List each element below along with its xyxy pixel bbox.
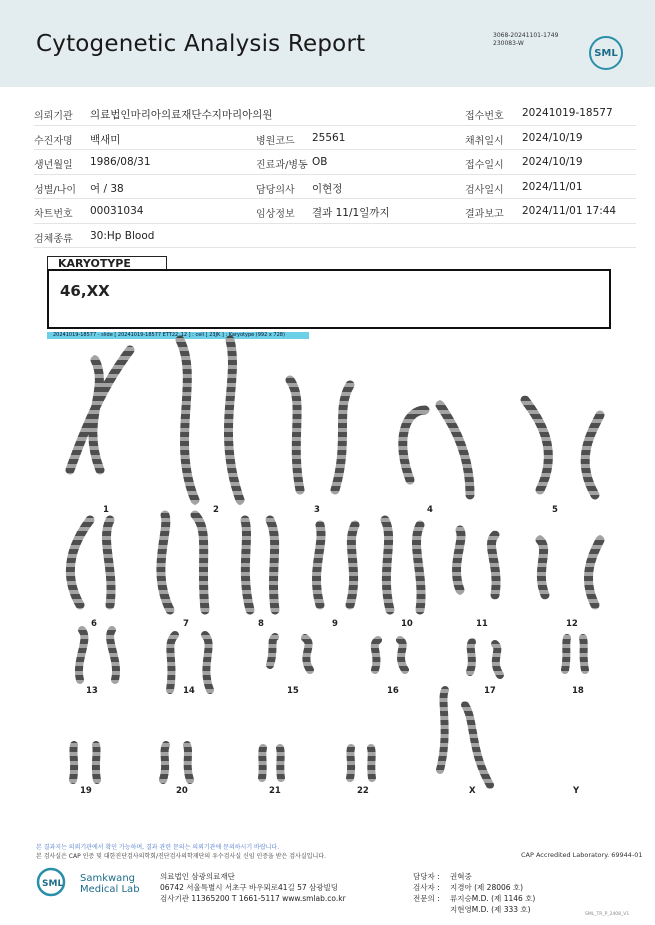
value-receipt-number: 20241019-18577 <box>522 107 613 119</box>
chromosome-15-2 <box>305 638 310 670</box>
chromosome-label-8: 8 <box>258 619 264 629</box>
karyogram-caption: 20241019-18577 - slide [ 20241019-18577 ETT22_12 ] : cell [ 23JK ] : Karyotype (992 x 728) <box>47 332 309 339</box>
label-specimen-type: 검체종류 <box>34 233 73 245</box>
chromosome-label-21: 21 <box>269 786 281 796</box>
value-birth-date: 1986/08/31 <box>90 156 151 168</box>
chromosome-18-1 <box>565 638 567 670</box>
chromosome-label-13: 13 <box>86 686 98 696</box>
chromosome-19-1 <box>73 745 74 780</box>
staff-tester: 지경아 (제 28006 호) <box>450 883 524 892</box>
label-result-report: 결과보고 <box>465 209 504 220</box>
chromosome-14-2 <box>205 635 210 690</box>
staff-label-manager: 담당자 : <box>413 872 440 881</box>
staff-names <box>450 871 535 915</box>
value-specimen-type: 30:Hp Blood <box>90 229 155 242</box>
report-title: Cytogenetic Analysis Report <box>36 31 366 57</box>
chromosome-12-2 <box>589 540 600 605</box>
value-result-report: 2024/11/01 17:44 <box>522 205 617 217</box>
chromosome-12-1 <box>540 540 545 595</box>
chromosome-2-1 <box>180 340 195 500</box>
chromosome-10-2 <box>416 525 421 610</box>
chromosome-6-1 <box>70 520 90 605</box>
value-collection-date: 2024/10/19 <box>522 131 583 144</box>
chromosome-9-2 <box>350 525 355 605</box>
label-collection-date: 채취일시 <box>465 135 504 147</box>
chromosome-5-2 <box>585 415 600 495</box>
chromosome-label-22: 22 <box>357 786 369 796</box>
label-hospital-code: 병원코드 <box>256 135 295 147</box>
address-line-1: 의료법인 삼광의료재단 <box>160 872 235 881</box>
chromosome-label-11: 11 <box>476 619 488 629</box>
value-patient-name: 백새미 <box>90 133 121 146</box>
chromosome-18-2 <box>583 638 585 670</box>
chromosome-11-2 <box>491 535 496 595</box>
chromosome-label-19: 19 <box>80 786 92 796</box>
chromosome-label-18: 18 <box>572 686 584 696</box>
logo-text: SML <box>594 47 618 59</box>
chromosome-16-1 <box>375 640 378 670</box>
chromosome-5-1 <box>525 400 548 490</box>
chromosome-label-5: 5 <box>552 505 558 515</box>
chromosome-label-20: 20 <box>176 786 188 796</box>
value-doctor: 이현정 <box>312 182 343 195</box>
chromosome-label-2: 2 <box>213 505 219 515</box>
chromosome-22-2 <box>371 748 372 778</box>
label-chart-number: 차트번호 <box>34 209 73 220</box>
karyotype-value: 46,XX <box>60 282 110 300</box>
value-test-date: 2024/11/01 <box>522 180 583 193</box>
svg-text:SML: SML <box>42 879 64 889</box>
staff-manager: 권혁중 <box>450 872 472 881</box>
chromosome-label-14: 14 <box>183 686 195 696</box>
samkwang-logo-icon <box>36 867 76 897</box>
chromosome-3-1 <box>290 380 300 490</box>
chromosome-label-1: 1 <box>103 505 109 515</box>
staff-label-tester: 검사자 : <box>413 883 440 892</box>
value-chart-number: 00031034 <box>90 205 144 217</box>
notice-line-2: 본 검사실은 CAP 인증 및 대한진단검사의학회/진단검사의학재단의 우수검사실 신임 인증을 받은 검사실입니다. <box>36 853 326 860</box>
chromosome-X-2 <box>465 705 490 785</box>
staff-specialist-2: 지현영M.D. (제 333 호) <box>450 905 531 914</box>
chromosome-7-2 <box>195 515 205 610</box>
chromosome-3-2 <box>335 385 350 490</box>
value-clinical-info: 결과 11/1일까지 <box>312 207 390 219</box>
chromosome-label-15: 15 <box>287 686 299 696</box>
label-receipt-number: 접수번호 <box>465 111 504 122</box>
label-clinical-info: 임상정보 <box>256 209 295 220</box>
chromosome-13-2 <box>110 630 116 680</box>
chromosome-20-2 <box>187 745 190 780</box>
chromosome-4-2 <box>440 405 470 495</box>
chromosome-15-1 <box>270 637 275 665</box>
chromosome-label-17: 17 <box>484 686 496 696</box>
chromosome-13-1 <box>79 630 84 680</box>
reference-line-2: 230083-W <box>493 40 524 47</box>
form-code: SML_TR_P_2408_V1 <box>585 912 630 917</box>
label-birth-date: 생년월일 <box>34 160 73 171</box>
chromosome-4-1 <box>403 410 425 480</box>
value-sex-age: 여 / 38 <box>90 182 124 195</box>
chromosome-19-2 <box>96 745 97 780</box>
address-line-2: 06742 서울특별시 서초구 바우뫼로41길 57 삼광빌딩 <box>160 883 339 892</box>
staff-specialist-1: 류지승M.D. (제 1146 호) <box>450 894 536 903</box>
chromosome-21-1 <box>262 748 263 778</box>
chromosome-8-1 <box>245 520 250 610</box>
chromosome-11-1 <box>456 530 461 590</box>
chromosome-X-1 <box>440 690 445 770</box>
company-name <box>80 873 140 895</box>
chromosome-14-1 <box>170 635 175 690</box>
chromosome-label-Y: Y <box>573 786 580 796</box>
label-patient-name: 수진자명 <box>34 135 73 147</box>
chromosome-16-2 <box>400 640 405 670</box>
chromosome-2-2 <box>228 340 240 500</box>
staff-label-specialist: 전문의 : <box>413 894 440 903</box>
company-name-line-2: Medical Lab <box>80 884 140 895</box>
chromosome-17-2 <box>495 644 500 675</box>
label-department: 진료과/병동 <box>256 160 308 171</box>
reference-line-1: 3068-20241101-1749 <box>493 32 559 39</box>
chromosome-label-X: X <box>469 786 476 796</box>
chromosome-6-2 <box>106 520 111 605</box>
label-test-date: 검사일시 <box>465 184 504 196</box>
value-requesting-institution: 의료법인마리아의료재단수지마리아의원 <box>90 109 273 121</box>
label-doctor: 담당의사 <box>256 184 295 196</box>
label-receipt-date: 접수일시 <box>465 160 504 171</box>
chromosome-label-7: 7 <box>183 619 189 629</box>
chromosome-label-12: 12 <box>566 619 578 629</box>
chromosome-21-2 <box>280 748 281 778</box>
chromosome-7-1 <box>161 515 170 610</box>
chromosome-17-1 <box>470 642 472 672</box>
company-address <box>160 871 346 904</box>
value-receipt-date: 2024/10/19 <box>522 156 583 168</box>
chromosome-label-16: 16 <box>387 686 399 696</box>
chromosome-1-2 <box>93 360 100 470</box>
chromosome-label-4: 4 <box>427 505 433 515</box>
staff-labels <box>413 871 440 904</box>
value-department: OB <box>312 156 328 168</box>
label-sex-age: 성별/나이 <box>34 184 77 196</box>
chromosome-label-10: 10 <box>401 619 413 629</box>
value-hospital-code: 25561 <box>312 131 346 144</box>
chromosome-label-6: 6 <box>91 619 97 629</box>
company-name-line-1: Samkwang <box>80 873 135 884</box>
label-requesting-institution: 의뢰기관 <box>34 111 73 122</box>
chromosome-label-3: 3 <box>314 505 320 515</box>
address-line-3: 검사기관 11365200 T 1661-5117 www.smlab.co.kr <box>160 894 346 903</box>
chromosome-10-1 <box>385 520 390 610</box>
chromosome-20-1 <box>163 745 166 780</box>
chromosome-9-1 <box>316 525 321 605</box>
cap-accreditation: CAP Accredited Laboratory. 69944-01 <box>521 851 643 859</box>
notice-line-1: 본 결과지는 의뢰기관에서 확인 가능하며, 결과 관련 문의는 의뢰기관에 문의하시기 바랍니다. <box>36 844 280 851</box>
karyotype-tab: KARYOTYPE <box>47 256 167 269</box>
chromosome-label-9: 9 <box>332 619 338 629</box>
chromosome-22-1 <box>350 748 351 778</box>
chromosome-8-2 <box>270 520 275 610</box>
